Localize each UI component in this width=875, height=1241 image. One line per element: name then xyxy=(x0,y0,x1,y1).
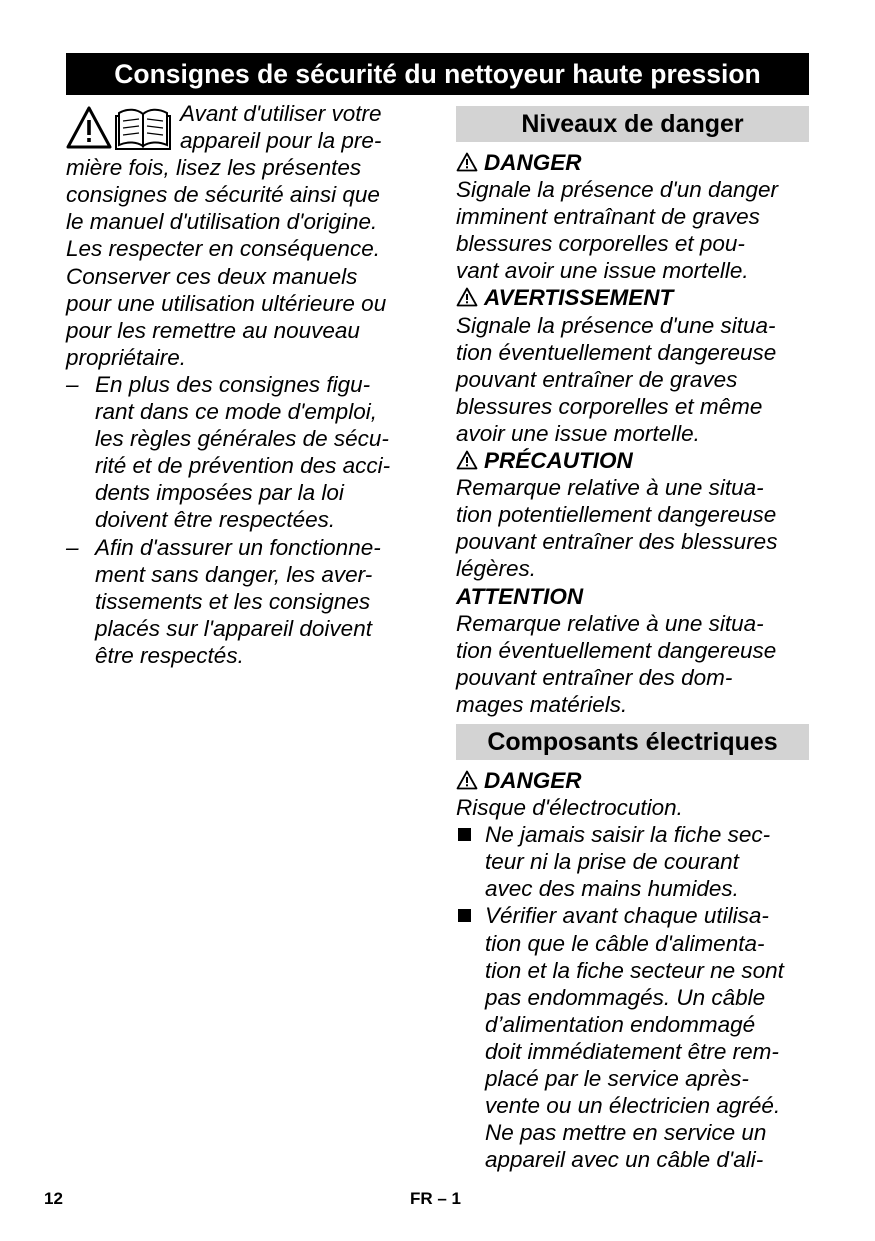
text-line: tissements et les consignes xyxy=(95,588,371,614)
text-line: appareil pour la pre- xyxy=(180,128,382,154)
text-line: doit immédiatement être rem- xyxy=(485,1038,779,1064)
text-line: tion éventuellement dangereuse xyxy=(456,637,777,663)
text-line: imminent entraînant de graves xyxy=(456,204,760,230)
warning-triangle-icon xyxy=(456,152,478,172)
signal-label: PRÉCAUTION xyxy=(484,448,633,474)
warning-triangle-icon xyxy=(456,770,478,790)
text-line: consignes de sécurité ainsi que xyxy=(66,182,380,208)
text-line: les règles générales de sécu- xyxy=(95,426,389,452)
warning-triangle-icon xyxy=(456,287,478,307)
text-line: Vérifier avant chaque utilisa- xyxy=(485,903,769,929)
electrical-bullets xyxy=(456,821,809,1173)
warning-manual-icon xyxy=(66,105,176,151)
text-line: tion éventuellement dangereuse xyxy=(456,339,777,365)
right-column xyxy=(456,100,809,1173)
text-line: ment sans danger, les aver- xyxy=(95,561,373,587)
language-page: FR – 1 xyxy=(410,1189,462,1208)
text-line: rité et de prévention des acci- xyxy=(95,453,391,479)
danger-levels-heading: Niveaux de danger xyxy=(456,106,809,142)
warning-triangle-icon xyxy=(456,450,478,470)
text-line: rant dans ce mode d'emploi, xyxy=(95,399,377,425)
text-line: En plus des consignes figu- xyxy=(95,371,371,397)
text-line: propriétaire. xyxy=(66,344,187,370)
left-column xyxy=(66,100,422,669)
signal-word xyxy=(456,149,809,176)
text-line: légères. xyxy=(456,556,537,582)
text-line: dents imposées par la loi xyxy=(95,480,344,506)
text-line: Afin d'assurer un fonctionne- xyxy=(95,534,381,560)
dash-marker: – xyxy=(66,534,79,560)
page-title: Consignes de sécurité du nettoyeur haute pression xyxy=(66,53,809,95)
text-line: pour une utilisation ultérieure ou xyxy=(66,290,387,316)
text-line: appareil avec un câble d'ali- xyxy=(485,1147,764,1173)
signal-word xyxy=(456,284,809,311)
text-line: vant avoir une issue mortelle. xyxy=(456,258,749,284)
list-item xyxy=(66,534,422,669)
text-line: être respectés. xyxy=(95,642,244,668)
text-line: pas endommagés. Un câble xyxy=(485,984,766,1010)
text-line: Ne pas mettre en service un xyxy=(485,1120,767,1146)
bullet-item xyxy=(456,902,809,1173)
text-line: blessures corporelles et même xyxy=(456,393,763,419)
text-line: Remarque relative à une situa- xyxy=(456,610,764,636)
text-line: placé par le service après- xyxy=(485,1066,749,1091)
signal-label: AVERTISSEMENT xyxy=(484,285,674,311)
dash-list xyxy=(66,371,422,669)
text-line: pouvant entraîner des dom- xyxy=(456,664,733,690)
square-bullet-icon xyxy=(458,909,471,922)
text-line: tion et la fiche secteur ne sont xyxy=(485,957,784,983)
text-line: placés sur l'appareil doivent xyxy=(95,615,372,641)
text-line: pour les remettre au nouveau xyxy=(66,317,360,343)
text-line: tion potentiellement dangereuse xyxy=(456,502,777,528)
danger-levels-list xyxy=(456,149,809,718)
text-line: le manuel d'utilisation d'origine. xyxy=(66,209,378,235)
text-line: avec des mains humides. xyxy=(485,876,739,902)
signal-word xyxy=(456,447,809,474)
square-bullet-icon xyxy=(458,828,471,841)
text-line: doivent être respectées. xyxy=(95,507,336,533)
bullet-item xyxy=(456,821,809,902)
signal-label: ATTENTION xyxy=(456,583,584,609)
electrical-risk: Risque d'électrocution. xyxy=(456,795,683,821)
text-line: Avant d'utiliser votre xyxy=(180,101,382,126)
text-line: Les respecter en conséquence. xyxy=(66,236,380,262)
text-line: Signale la présence d'un danger xyxy=(456,177,779,203)
signal-word xyxy=(456,583,809,610)
text-line: vente ou un électricien agréé. xyxy=(485,1093,781,1119)
text-line: Conserver ces deux manuels xyxy=(66,263,358,289)
text-line: avoir une issue mortelle. xyxy=(456,420,700,446)
text-line: pouvant entraîner de graves xyxy=(456,366,738,392)
text-line: d’alimentation endommagé xyxy=(485,1011,756,1037)
page-number: 12 xyxy=(44,1189,63,1208)
text-line: Signale la présence d'une situa- xyxy=(456,312,776,338)
text-line: blessures corporelles et pou- xyxy=(456,231,745,257)
list-item xyxy=(66,371,422,534)
electrical-heading: Composants électriques xyxy=(456,724,809,760)
signal-label: DANGER xyxy=(484,767,582,793)
text-line: Ne jamais saisir la fiche sec- xyxy=(485,822,771,848)
text-line: teur ni la prise de courant xyxy=(485,849,739,875)
text-line: mière fois, lisez les présentes xyxy=(66,155,362,181)
text-line: tion que le câble d'alimenta- xyxy=(485,930,765,956)
electrical-signal-word xyxy=(456,767,809,794)
text-line: mages matériels. xyxy=(456,691,628,717)
signal-label: DANGER xyxy=(484,150,582,175)
dash-marker: – xyxy=(66,371,79,397)
text-line: pouvant entraîner des blessures xyxy=(456,529,778,555)
text-line: Remarque relative à une situa- xyxy=(456,475,764,501)
